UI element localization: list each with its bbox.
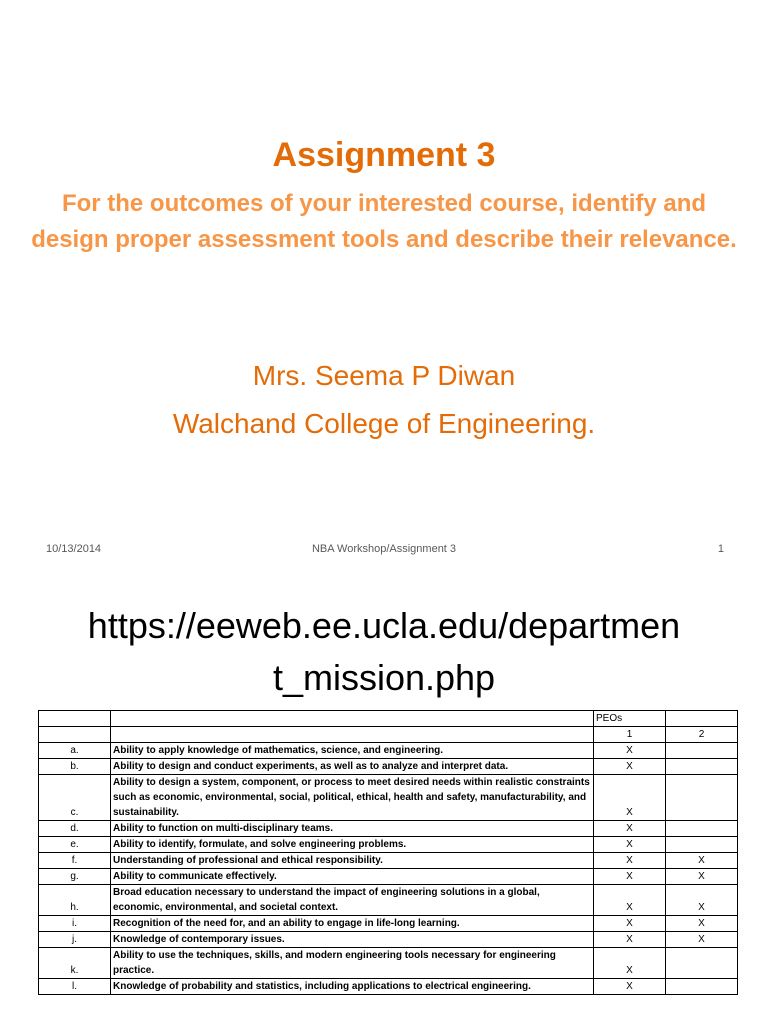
row-peo1-mark: X (594, 759, 666, 775)
row-peo2-mark: X (666, 853, 738, 869)
mission-slide (0, 570, 768, 1024)
row-peo2-mark: X (666, 869, 738, 885)
table-row (39, 979, 738, 995)
row-label: j. (39, 932, 111, 948)
row-peo2-mark (666, 775, 738, 821)
url-line-1: https://eeweb.ee.ucla.edu/departmen (87, 605, 681, 646)
row-label: f. (39, 853, 111, 869)
row-peo2-mark: X (666, 916, 738, 932)
table-row (39, 885, 738, 916)
college-name: Walchand College of Engineering. (172, 408, 596, 439)
row-peo1-mark: X (594, 869, 666, 885)
row-label: a. (39, 743, 111, 759)
slide-subtitle: For the outcomes of your interested course, identify and design proper assessment tools and describe their relevance. (31, 190, 737, 253)
row-outcome-text: Understanding of professional and ethical responsibility. (111, 853, 594, 869)
row-outcome-text: Ability to communicate effectively. (111, 869, 594, 885)
row-label: h. (39, 885, 111, 916)
row-peo1-mark: X (594, 916, 666, 932)
table-row (39, 932, 738, 948)
footer-title: NBA Workshop/Assignment 3 (311, 543, 457, 555)
peo-col-2-header: 2 (666, 727, 738, 743)
row-peo2-mark (666, 743, 738, 759)
mission-url (0, 600, 768, 704)
row-label: e. (39, 837, 111, 853)
peo-col-1-header: 1 (594, 727, 666, 743)
row-outcome-text: Recognition of the need for, and an ability to engage in life-long learning. (111, 916, 594, 932)
table-header-row (39, 711, 738, 727)
row-outcome-text: Ability to apply knowledge of mathematics, science, and engineering. (111, 743, 594, 759)
row-peo1-mark: X (594, 948, 666, 979)
row-label: c. (39, 775, 111, 821)
row-outcome-text: Knowledge of probability and statistics, including applications to electrical engineering. (111, 979, 594, 995)
table-row (39, 853, 738, 869)
row-peo2-mark (666, 948, 738, 979)
row-peo1-mark: X (594, 885, 666, 916)
row-outcome-text: Broad education necessary to understand the impact of engineering solutions in a global, economic, environmental, and societal context. (111, 885, 594, 916)
table-row (39, 775, 738, 821)
row-peo1-mark: X (594, 979, 666, 995)
row-label: l. (39, 979, 111, 995)
row-peo1-mark: X (594, 775, 666, 821)
row-label: g. (39, 869, 111, 885)
peos-header: PEOs (594, 711, 666, 727)
row-peo2-mark (666, 837, 738, 853)
table-row (39, 916, 738, 932)
row-peo2-mark (666, 821, 738, 837)
row-label: i. (39, 916, 111, 932)
table-row (39, 837, 738, 853)
table-row (39, 869, 738, 885)
row-peo1-mark: X (594, 932, 666, 948)
row-outcome-text: Knowledge of contemporary issues. (111, 932, 594, 948)
slide-title: Assignment 3 (272, 136, 496, 174)
footer-date: 10/13/2014 (46, 543, 102, 555)
row-peo1-mark: X (594, 743, 666, 759)
url-line-2: t_mission.php (272, 657, 496, 698)
row-label: d. (39, 821, 111, 837)
row-peo1-mark: X (594, 837, 666, 853)
peo-outcomes-table (38, 710, 738, 995)
row-peo2-mark: X (666, 885, 738, 916)
table-row (39, 743, 738, 759)
table-row (39, 948, 738, 979)
row-peo2-mark: X (666, 932, 738, 948)
table-row (39, 821, 738, 837)
row-outcome-text: Ability to use the techniques, skills, and modern engineering tools necessary for engineering practice. (111, 948, 594, 979)
row-peo1-mark: X (594, 853, 666, 869)
row-peo1-mark: X (594, 821, 666, 837)
row-peo2-mark (666, 759, 738, 775)
row-outcome-text: Ability to identify, formulate, and solve engineering problems. (111, 837, 594, 853)
table-subheader-row (39, 727, 738, 743)
author-name: Mrs. Seema P Diwan (252, 360, 516, 391)
row-peo2-mark (666, 979, 738, 995)
row-label: b. (39, 759, 111, 775)
table-row (39, 759, 738, 775)
row-outcome-text: Ability to design and conduct experiments, as well as to analyze and interpret data. (111, 759, 594, 775)
row-label: k. (39, 948, 111, 979)
row-outcome-text: Ability to function on multi-disciplinary teams. (111, 821, 594, 837)
footer-page-number: 1 (717, 543, 724, 555)
row-outcome-text: Ability to design a system, component, or process to meet desired needs within realistic constraints such as economic, environmental, social, political, ethical, health and safety, manufacturability, and sustainability. (111, 775, 594, 821)
